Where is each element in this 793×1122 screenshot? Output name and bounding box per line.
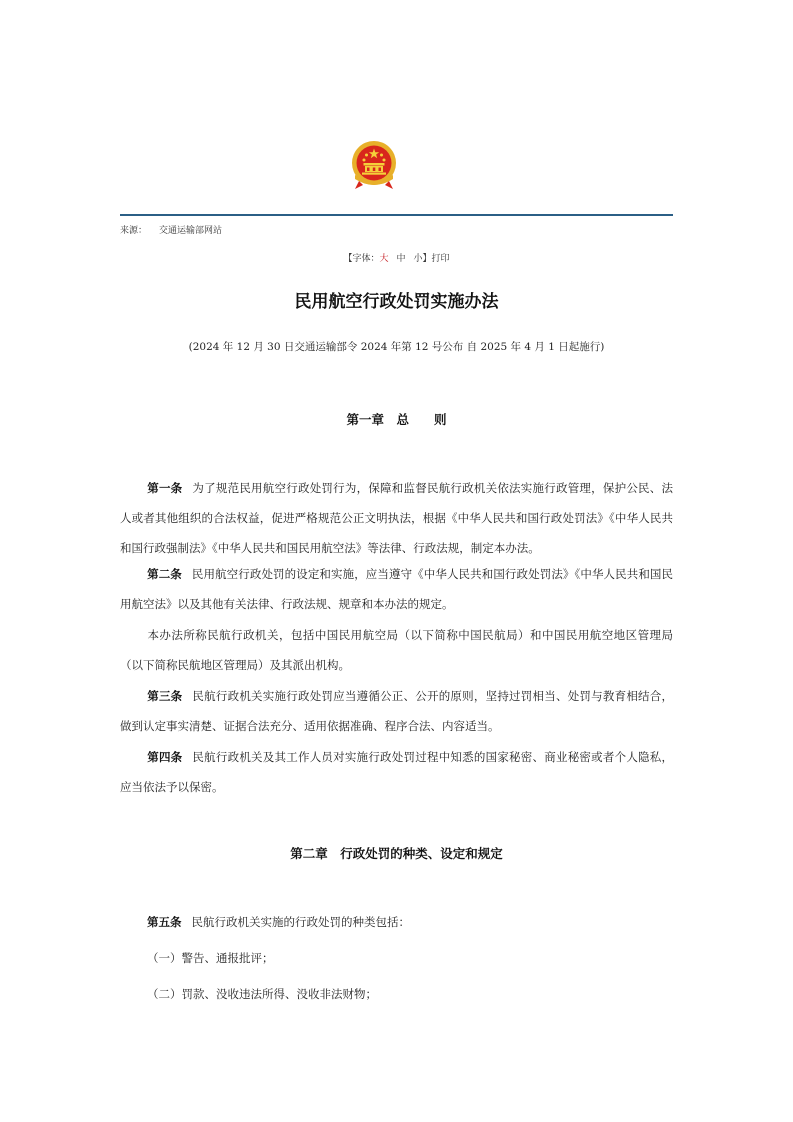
print-link[interactable]: 打印 bbox=[431, 254, 450, 264]
article-number: 第一条 bbox=[147, 481, 183, 495]
article-text: （一）警告、通报批评； bbox=[147, 951, 274, 965]
article-number: 第四条 bbox=[147, 750, 183, 764]
font-size-medium-link[interactable]: 中 bbox=[396, 254, 406, 264]
article-number: 第二条 bbox=[147, 567, 182, 581]
font-size-large-link[interactable]: 大 bbox=[379, 254, 389, 264]
list-item bbox=[120, 979, 673, 1009]
article-paragraph bbox=[120, 681, 673, 741]
article-number: 第三条 bbox=[147, 689, 183, 703]
font-bar-prefix: 【字体： bbox=[343, 254, 380, 264]
article-paragraph bbox=[120, 559, 673, 619]
article-text: 民航行政机关及其工作人员对实施行政处罚过程中知悉的国家秘密、商业秘密或者个人隐私，应当依法予以保密。 bbox=[120, 750, 674, 794]
article-paragraph bbox=[120, 907, 673, 937]
source-value: 交通运输部网站 bbox=[159, 226, 223, 236]
source-label: 来源： bbox=[120, 226, 148, 236]
list-item bbox=[120, 943, 673, 973]
article-paragraph bbox=[120, 742, 673, 802]
article-text: 为了规范民用航空行政处罚行为，保障和监督民航行政机关依法实施行政管理，保护公民、法人或者其他组织的合法权益，促进严格规范公正文明执法，根据《中华人民共和国行政处罚法》《中华人民共和国行政强制法》《中华人民共和国民用航空法》等法律、行政法规，制定本办法。 bbox=[120, 481, 674, 555]
page-title: 民用航空行政处罚实施办法 bbox=[294, 292, 499, 312]
article-text: 民用航空行政处罚的设定和实施，应当遵守《中华人民共和国行政处罚法》《中华人民共和国民用航空法》以及其他有关法律、行政法规、规章和本办法的规定。 bbox=[120, 567, 674, 611]
header-rule bbox=[120, 214, 673, 216]
font-size-small-link[interactable]: 小 bbox=[413, 254, 423, 264]
article-text: 民航行政机关实施的行政处罚的种类包括： bbox=[191, 915, 410, 929]
chapter-heading: 第二章 行政处罚的种类、设定和规定 bbox=[290, 846, 503, 861]
national-emblem-icon bbox=[349, 139, 399, 191]
article-number: 第五条 bbox=[147, 915, 182, 929]
document-subtitle: (2024 年 12 月 30 日交通运输部令 2024 年第 12 号公布 自 2025 年 4 月 1 日起施行) bbox=[188, 341, 605, 353]
article-text: 民航行政机关实施行政处罚应当遵循公正、公开的原则，坚持过罚相当、处罚与教育相结合，做到认定事实清楚、证据合法充分、适用依据准确、程序合法、内容适当。 bbox=[120, 689, 674, 733]
article-text: （二）罚款、没收违法所得、没收非法财物； bbox=[147, 987, 377, 1001]
article-text: 本办法所称民航行政机关，包括中国民用航空局（以下简称中国民航局）和中国民用航空地区管理局（以下简称民航地区管理局）及其派出机构。 bbox=[120, 628, 673, 672]
source-line bbox=[120, 223, 222, 236]
article-paragraph bbox=[120, 620, 673, 680]
font-bar-suffix: 】 bbox=[422, 254, 432, 264]
font-size-bar bbox=[0, 251, 793, 264]
article-paragraph bbox=[120, 473, 673, 563]
chapter-heading: 第一章 总 则 bbox=[346, 412, 447, 427]
